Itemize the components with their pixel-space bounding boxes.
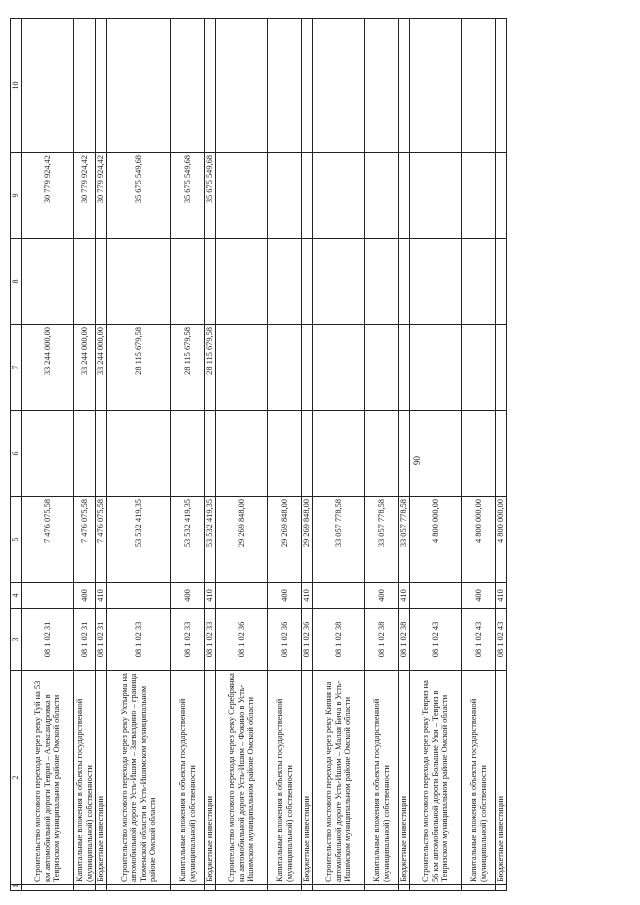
row-code-cell: 08 1 02 31: [74, 609, 96, 671]
row-kvr-cell: 410: [302, 583, 313, 609]
row-col9-cell: [410, 153, 462, 239]
table-row: [313, 19, 365, 891]
row-col6-cell: [22, 411, 74, 497]
row-code-cell: 08 1 02 33: [205, 609, 216, 671]
table-row: [171, 19, 205, 891]
row-name-cell: Строительство мостового перехода через реку Тевриз на 56 км автомобильной дороги Большие Уки – Тевриз в Тевризском муниципальном районе Омской области: [410, 671, 462, 885]
row-col7-cell: 33 244 000,00: [96, 325, 107, 411]
row-col8-cell: [107, 239, 171, 325]
row-code-cell: 08 1 02 36: [302, 609, 313, 671]
row-col8-cell: [302, 239, 313, 325]
row-col9-cell: 30 779 924,42: [96, 153, 107, 239]
row-col7-cell: [268, 325, 302, 411]
row-col6-cell: [107, 411, 171, 497]
row-col6-cell: [205, 411, 216, 497]
row-col10-cell: [96, 19, 107, 153]
budget-table: [10, 18, 507, 891]
row-col9-cell: [462, 153, 496, 239]
table-body: [11, 19, 507, 891]
row-code-cell: 08 1 02 33: [107, 609, 171, 671]
row-col6-cell: [171, 411, 205, 497]
row-marker-cell: [107, 885, 171, 891]
row-col7-cell: [399, 325, 410, 411]
row-col7-cell: 33 244 000,00: [74, 325, 96, 411]
row-kvr-cell: 410: [399, 583, 410, 609]
row-kvr-cell: [313, 583, 365, 609]
row-code-cell: 08 1 02 38: [399, 609, 410, 671]
row-code-cell: 08 1 02 33: [171, 609, 205, 671]
row-kvr-cell: 400: [171, 583, 205, 609]
row-marker-cell: [96, 885, 107, 891]
row-kvr-cell: [22, 583, 74, 609]
row-col5-cell: 4 800 000,00: [462, 497, 496, 583]
row-col6-cell: [313, 411, 365, 497]
table-row: [96, 19, 107, 891]
table-row: [107, 19, 171, 891]
row-col5-cell: 7 476 075,58: [22, 497, 74, 583]
col-num-10: 10: [11, 19, 22, 153]
row-code-cell: 08 1 02 31: [22, 609, 74, 671]
row-col9-cell: [216, 153, 268, 239]
row-col6-cell: [268, 411, 302, 497]
row-col7-cell: 33 244 000,00: [22, 325, 74, 411]
row-kvr-cell: 400: [462, 583, 496, 609]
column-number-row: [11, 19, 22, 891]
row-marker-cell: [462, 885, 496, 891]
row-col7-cell: [302, 325, 313, 411]
row-name-cell: Строительство мостового перехода через реку Туй на 53 км автомобильной дороги Тевриз – Александровка в Тевризском муниципальном районе Омской области: [22, 671, 74, 885]
row-col10-cell: [268, 19, 302, 153]
row-col10-cell: [365, 19, 399, 153]
col-num-9: 9: [11, 153, 22, 239]
row-col7-cell: [496, 325, 507, 411]
row-marker-cell: [302, 885, 313, 891]
row-marker-cell: [216, 885, 268, 891]
row-col7-cell: [410, 325, 462, 411]
table-row: [365, 19, 399, 891]
row-code-cell: 08 1 02 43: [496, 609, 507, 671]
row-col5-cell: 33 057 778,58: [365, 497, 399, 583]
table-row: [205, 19, 216, 891]
col-num-2: 2: [11, 671, 22, 885]
row-kvr-cell: 400: [74, 583, 96, 609]
table-row: [496, 19, 507, 891]
row-name-cell: Капитальные вложения в объекты государственной (муниципальной) собственности: [171, 671, 205, 885]
col-num-8: 8: [11, 239, 22, 325]
row-name-cell: Строительство мостового перехода через реку Кипня на автомобильной дороге Усть-Ишим – Малая Бича в Усть-Ишимском муниципальном районе Омской области: [313, 671, 365, 885]
row-col6-cell: [302, 411, 313, 497]
row-col7-cell: 28 115 679,58: [205, 325, 216, 411]
table-row: [410, 19, 462, 891]
row-col8-cell: [399, 239, 410, 325]
row-col10-cell: [496, 19, 507, 153]
row-col10-cell: [171, 19, 205, 153]
row-col5-cell: 4 800 000,00: [496, 497, 507, 583]
row-col5-cell: 33 057 778,58: [399, 497, 410, 583]
row-name-cell: Бюджетные инвестиции: [399, 671, 410, 885]
row-col9-cell: 30 779 924,42: [22, 153, 74, 239]
row-col7-cell: [313, 325, 365, 411]
row-col7-cell: [216, 325, 268, 411]
row-col7-cell: [462, 325, 496, 411]
row-col5-cell: 4 800 000,00: [410, 497, 462, 583]
row-marker-cell: [399, 885, 410, 891]
row-col10-cell: [205, 19, 216, 153]
row-col6-cell: [462, 411, 496, 497]
row-name-cell: Бюджетные инвестиции: [96, 671, 107, 885]
row-col10-cell: [313, 19, 365, 153]
table-row: [302, 19, 313, 891]
row-col5-cell: 7 476 075,58: [74, 497, 96, 583]
row-code-cell: 08 1 02 36: [216, 609, 268, 671]
row-col6-cell: [74, 411, 96, 497]
row-code-cell: 08 1 02 38: [365, 609, 399, 671]
row-col7-cell: 28 115 679,58: [171, 325, 205, 411]
row-marker-cell: [496, 885, 507, 891]
row-col9-cell: [496, 153, 507, 239]
row-col9-cell: [268, 153, 302, 239]
row-col10-cell: [74, 19, 96, 153]
row-col5-cell: 29 269 848,00: [302, 497, 313, 583]
row-col9-cell: 30 779 924,42: [74, 153, 96, 239]
row-col9-cell: 35 675 549,68: [171, 153, 205, 239]
row-kvr-cell: 400: [365, 583, 399, 609]
row-col5-cell: 7 476 075,58: [96, 497, 107, 583]
table-row: [74, 19, 96, 891]
row-name-cell: Бюджетные инвестиции: [302, 671, 313, 885]
row-col9-cell: [313, 153, 365, 239]
row-marker-cell: [410, 885, 462, 891]
row-col9-cell: [365, 153, 399, 239]
table-row: [216, 19, 268, 891]
col-num-7: 7: [11, 325, 22, 411]
row-name-cell: Капитальные вложения в объекты государственной (муниципальной) собственности: [462, 671, 496, 885]
row-kvr-cell: [107, 583, 171, 609]
row-col8-cell: [462, 239, 496, 325]
row-marker-cell: [22, 885, 74, 891]
row-col10-cell: [410, 19, 462, 153]
row-col5-cell: 53 532 419,35: [107, 497, 171, 583]
row-col8-cell: [96, 239, 107, 325]
row-code-cell: 08 1 02 38: [313, 609, 365, 671]
row-col6-cell: [365, 411, 399, 497]
row-marker-cell: [268, 885, 302, 891]
row-name-cell: Бюджетные инвестиции: [496, 671, 507, 885]
row-col5-cell: 29 269 848,00: [216, 497, 268, 583]
row-kvr-cell: [410, 583, 462, 609]
row-kvr-cell: 400: [268, 583, 302, 609]
col-num-4: 4: [11, 583, 22, 609]
row-col9-cell: 35 675 549,68: [205, 153, 216, 239]
col-num-3: 3: [11, 609, 22, 671]
row-name-cell: Капитальные вложения в объекты государственной (муниципальной) собственности: [74, 671, 96, 885]
table-row: [268, 19, 302, 891]
row-col7-cell: [365, 325, 399, 411]
page-number: 90: [412, 456, 422, 465]
row-name-cell: Капитальные вложения в объекты государственной (муниципальной) собственности: [268, 671, 302, 885]
row-name-cell: Строительство мостового перехода через реку Серебрянка на автомобильной дороге Усть-Ишим – Фокино в Усть-Ишимском муниципальном районе Омской области: [216, 671, 268, 885]
row-marker-cell: [205, 885, 216, 891]
row-col6-cell: [216, 411, 268, 497]
row-col8-cell: [268, 239, 302, 325]
row-kvr-cell: 410: [96, 583, 107, 609]
row-col10-cell: [462, 19, 496, 153]
row-col10-cell: [22, 19, 74, 153]
row-col8-cell: [365, 239, 399, 325]
row-col8-cell: [74, 239, 96, 325]
row-name-cell: Бюджетные инвестиции: [205, 671, 216, 885]
row-col5-cell: 53 532 419,35: [171, 497, 205, 583]
row-code-cell: 08 1 02 43: [462, 609, 496, 671]
row-col9-cell: [399, 153, 410, 239]
row-code-cell: 08 1 02 36: [268, 609, 302, 671]
row-col5-cell: 53 532 419,35: [205, 497, 216, 583]
row-kvr-cell: 410: [205, 583, 216, 609]
row-code-cell: 08 1 02 43: [410, 609, 462, 671]
row-code-cell: 08 1 02 31: [96, 609, 107, 671]
row-col5-cell: 29 269 848,00: [268, 497, 302, 583]
row-col10-cell: [302, 19, 313, 153]
row-marker-cell: [171, 885, 205, 891]
row-col6-cell: [399, 411, 410, 497]
row-marker-cell: [313, 885, 365, 891]
row-col5-cell: 33 057 778,58: [313, 497, 365, 583]
row-col10-cell: [216, 19, 268, 153]
row-marker-cell: [365, 885, 399, 891]
row-col9-cell: 35 675 549,68: [107, 153, 171, 239]
row-kvr-cell: [216, 583, 268, 609]
row-col8-cell: [205, 239, 216, 325]
table-row: [462, 19, 496, 891]
table-row: [399, 19, 410, 891]
col-num-5: 5: [11, 497, 22, 583]
table-row: [22, 19, 74, 891]
row-col7-cell: 28 115 679,58: [107, 325, 171, 411]
row-col6-cell: [410, 411, 462, 497]
row-col6-cell: [96, 411, 107, 497]
row-col8-cell: [313, 239, 365, 325]
row-col8-cell: [216, 239, 268, 325]
row-col10-cell: [399, 19, 410, 153]
row-col9-cell: [302, 153, 313, 239]
row-col8-cell: [171, 239, 205, 325]
row-col8-cell: [410, 239, 462, 325]
col-num-6: 6: [11, 411, 22, 497]
row-col8-cell: [496, 239, 507, 325]
row-col8-cell: [22, 239, 74, 325]
col-num-1: 1: [11, 885, 22, 891]
row-name-cell: Капитальные вложения в объекты государственной (муниципальной) собственности: [365, 671, 399, 885]
row-marker-cell: [74, 885, 96, 891]
row-name-cell: Строительство мостового перехода через реку Ухтырма на автомобильной дороге Усть-Ишим – Загваздино – граница Тюменской области в Усть-Ишимском муниципальном районе Омской области: [107, 671, 171, 885]
row-kvr-cell: 410: [496, 583, 507, 609]
row-col10-cell: [107, 19, 171, 153]
row-col6-cell: [496, 411, 507, 497]
